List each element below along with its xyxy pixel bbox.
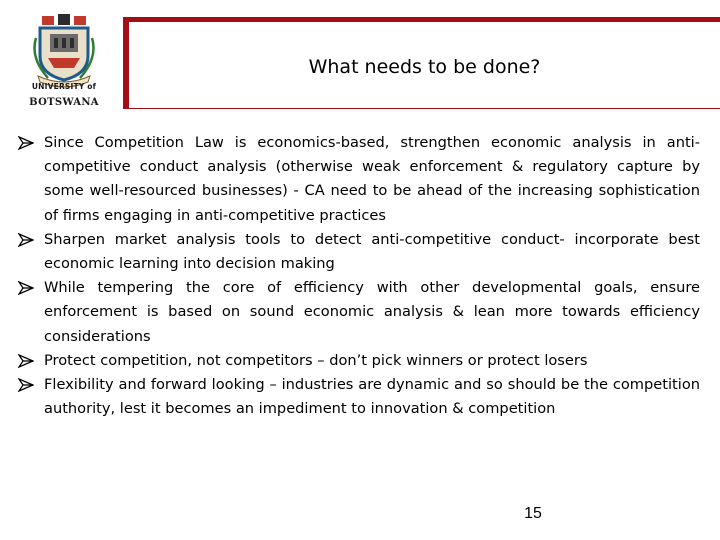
bullet-item (18, 131, 700, 228)
crest-emblem-left (42, 16, 54, 25)
bullet-item (18, 228, 700, 276)
slide-title: What needs to be done? (308, 56, 541, 78)
arrow-bullet-icon (18, 354, 34, 368)
bullet-text: Since Competition Law is economics-based, strengthen economic analysis in anti-competitive conduct analysis (otherwise weak enforcement & regulatory capture by some well-resourced businesses) - CA need to be ahead of the increasing sophistication of firms engaging in anti-competitive practices (44, 134, 700, 224)
bullet-item (18, 373, 700, 421)
bullet-item (18, 349, 700, 373)
bullet-list (18, 131, 700, 421)
bullet-text: Sharpen market analysis tools to detect anti-competitive conduct- incorporate best economic learning into decision making (44, 230, 700, 273)
page-number: 15 (524, 505, 542, 522)
bullet-text: Flexibility and forward looking – industries are dynamic and so should be the competition authority, lest it becomes an impediment to innovation & competition (44, 376, 700, 418)
arrow-bullet-icon (18, 233, 34, 247)
logo-line-2: BOTSWANA (29, 97, 99, 108)
crest-emblem-center (58, 14, 70, 25)
crest-emblem-right (74, 16, 86, 25)
bullet-text: Protect competition, not competitors – don’t pick winners or protect losers (44, 351, 588, 369)
university-crest-icon (18, 8, 110, 88)
arrow-bullet-icon (18, 136, 34, 150)
bullet-item (18, 276, 700, 349)
arrow-bullet-icon (18, 281, 34, 295)
university-logo (18, 8, 110, 112)
arrow-bullet-icon (18, 378, 34, 392)
bullet-text: While tempering the core of efficiency with other developmental goals, ensure enforcement is based on sound economic analysis & lean more towards efficiency considerations (44, 279, 700, 345)
logo-line-1: UNIVERSITY of (31, 82, 97, 91)
